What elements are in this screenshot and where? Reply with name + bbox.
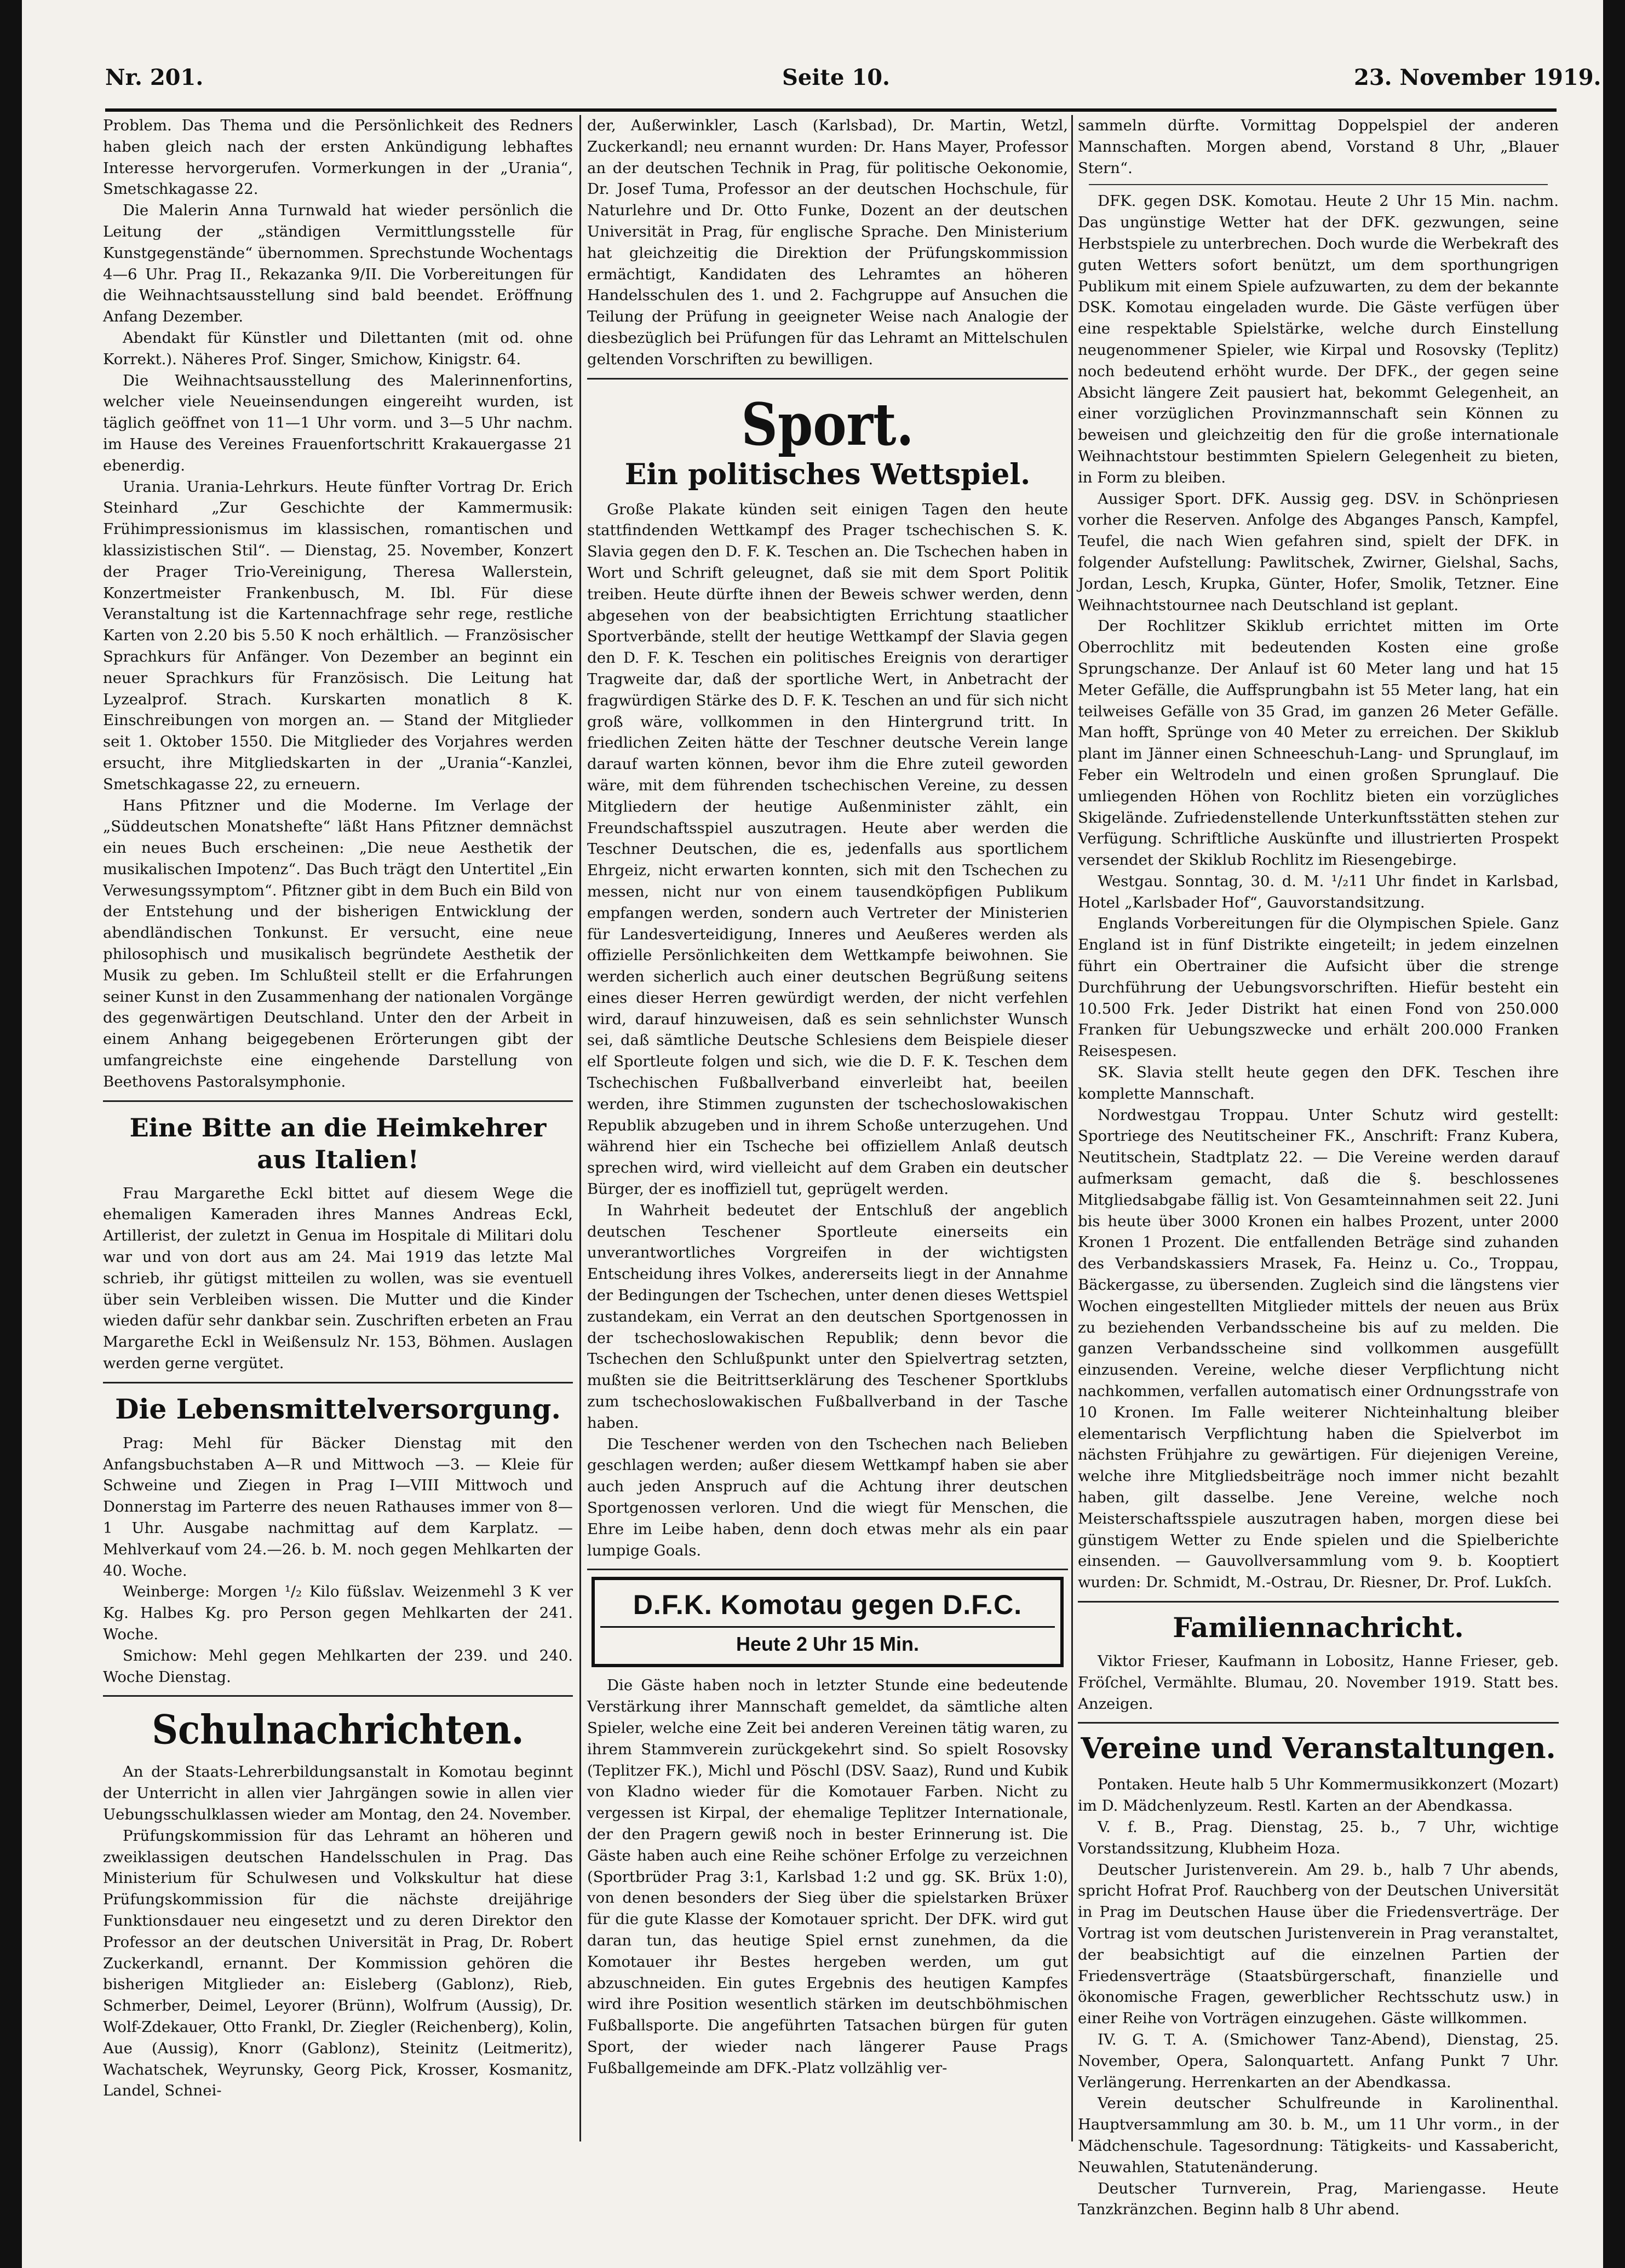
match-announcement-box [592,1577,1064,1667]
article-paragraph: der, Außerwinkler, Lasch (Karlsbad), Dr. Martin, Wetzl, Zuckerkandl; neu ernannt wurden: Dr. Hans Mayer, Professor an der deutschen Technik in Prag, für politische Oekonomie, Dr. Josef Tuma, Professor an der deutschen Hochschule, für Naturlehre und Dr. Otto Funke, Dozent an der deutschen Universität in Prag, für englische Sprache. Den Ministerium hat gleichzeitig die Direktion der Prüfungskommission ermächtigt, Kandidaten des Lehramtes an höheren Handelsschulen des 1. und 2. Fachgruppe auf Ansuchen die Teilung der Prüfung in geeigneter Weise nach Analogie der diesbezüglich bei Prüfungen für das Lehramt an Mittelschulen geltenden Vorschriften zu bewilligen. [587,117,1068,368]
article-paragraph: DFK. gegen DSK. Komotau. Heute 2 Uhr 15 Min. nachm. Das ungünstige Wetter hat der DFK. gezwungen, seine Herbstspiele zu unterbrechen. Doch wurde die Werbekraft des guten Wetters sofort benützt, um dem sporthungrigen Publikum mit einem Spiele aufzuwarten, zu dem der bekannte DSK. Komotau eingeladen wurde. Die Gäste verfügen über eine respektable Spielstärke, welche durch Einstellung neugenommener Spieler, wie Kirpal und Rosovsky (Teplitz) noch bedeutend erhöht wurde. Der DFK., der gegen seine Absicht längere Zeit pausiert hat, bekommt Gelegenheit, an einer vorzüglichen Provinzmannschaft sein Können zu beweisen und gleichzeitig den für die große internationale Weihnachtstour bestimmten Spielern Gelegenheit zu bieten, in Form zu bleiben. [1078,192,1559,486]
section-divider [103,1100,573,1102]
section-heading-schulnachrichten: Schulnachrichten. [152,1706,524,1754]
article-paragraph: Englands Vorbereitungen für die Olympischen Spiele. Ganz England ist in fünf Distrikte eingeteilt; in jedem einzelnen führt ein Obertrainer die Aufsicht über die strenge Durchführung der Uebungsvorschriften. Hiefür besteht ein 10.500 Frk. Jeder Distrikt hat einen Fond von 250.000 Franken für Uebungszwecke und erhält 200.000 Franken Reisespesen. [1078,915,1559,1060]
section-heading-lebensmittel: Die Lebensmittelversorgung. [115,1392,561,1425]
article-paragraph: Weinberge: Morgen ¹/₂ Kilo füßslav. Weizenmehl 3 K ver Kg. Halbes Kg. pro Person gegen Mehlkarten der 241. Woche. [103,1583,573,1643]
section-divider [103,1695,573,1697]
article-paragraph: Die Teschener werden von den Tschechen nach Belieben geschlagen werden; außer diesem Wettkampf haben sie aber auch jeden Anspruch auf die Achtung ihrer deutschen Sportgenossen verloren. Und die wiegt für Menschen, die Ehre im Leibe haben, denn doch etwas mehr als ein paar lumpige Goals. [587,1435,1068,1559]
section-heading-bitte: Eine Bitte an die Heimkehrer aus Italien! [129,1112,547,1174]
article-paragraph: Hans Pfitzner und die Moderne. Im Verlage der „Süddeutschen Monatshefte“ läßt Hans Pfitzner demnächst ein neues Buch erscheinen: „Die neue Aesthetik der musikalischen Impotenz“. Das Buch trägt den Untertitel „Ein Verwesungssymptom“. Pfitzner gibt in dem Buch ein Bild von der Entstehung und der bisherigen Entwicklung der abendländischen Tonkunst. Er versucht, eine neue philosophisch und musikalisch begründete Aesthetik der Musik zu geben. Im Schlußteil stellt er die Erfahrungen seiner Kunst in den Zusammenhang der nationalen Vorgänge des gegenwärtigen Deutschland. Unter den der Arbeit in einem Anhang beigegebenen Erörterungen gibt der umfangreichste eine eingehende Darstellung von Beethovens Pastoralsymphonie. [103,796,573,1090]
issue-number: Nr. 201. [105,65,204,90]
article-paragraph: Die Malerin Anna Turnwald hat wieder persönlich die Leitung der „ständigen Vermittlungsstelle für Kunstgegenstände“ übernommen. Sprechstunde Wochentags 4—6 Uhr. Prag II., Rekazanka 9/II. Die Vorbereitungen für die Weihnachtsausstellung sind bald beendet. Eröffnung Anfang Dezember. [103,202,573,326]
page-number: Seite 10. [782,65,890,90]
column-divider [579,115,581,2141]
section-heading-sport: Sport. [741,390,914,458]
section-divider [587,1569,1068,1570]
article-paragraph: Nordwestgau Troppau. Unter Schutz wird gestellt: Sportriege des Neutitscheiner FK., Anschrift: Franz Kubera, Neutitschein, Stadtplatz 22. — Die Vereine werden darauf aufmerksam gemacht, daß die §. beschlossenes Mitgliedsabgabe fällig ist. Von Gesamteinnahmen seit 22. Juni bis heute über 3000 Kronen ein halbes Prozent, unter 2000 Kronen 1 Prozent. Die entfallenden Beträge sind zuhanden des Verbandskassiers Mrasek, Fa. Heinz u. Co., Troppau, Bäckergasse, zu übersenden. Zugleich sind die längstens vier Wochen eingestellten Mitglieder mittels der neuen aus Brüx zu beziehenden Verbandsscheine bis auf zu melden. Die ganzen Verbandsscheine sind vollkommen ausgefüllt einzusenden. Vereine, welche dieser Verpflichtung nicht nachkommen, verfallen automatisch einer Ordnungsstrafe von 10 Kronen. Im Falle weiterer Nichteinhaltung bleiber elementarisch Verpflichtung haben die Spielverbot im nächsten Frühjahre zu gewärtigen. Für diejenigen Vereine, welche ihre Mitgliedsbeiträge noch immer nicht bezahlt haben, gilt dasselbe. Jene Vereine, welche noch Meisterschaftsspiele auszutragen haben, morgen diese bei günstigem Wetter zu Ende spielen und die Spielberichte einsenden. — Gauvollversammlung vom 9. b. Kooptiert wurden: Dr. Schmidt, M.-Ostrau, Dr. Riesner, Dr. Prof. Lukſch. [1078,1106,1559,1592]
article-paragraph: Urania. Urania-Lehrkurs. Heute fünfter Vortrag Dr. Erich Steinhard „Zur Geschichte der Kammermusik: Frühimpressionismus im klassischen, romantischen und klassizistischen Stil“. — Dienstag, 25. November, Konzert der Prager Trio-Vereinigung, Theresa Wallerstein, Konzertmeister Frankenbusch, M. Ibl. Für diese Veranstaltung ist die Kartennachfrage sehr rege, restliche Karten von 2.20 bis 5.50 K noch erhältlich. — Französischer Sprachkurs für Anfänger. Von Dezember an beginnt ein neuer Sprachkurs für Französisch. Die Leitung hat Lyzealprof. Strach. Kurskarten monatlich 8 K. Einschreibungen von morgen an. — Stand der Mitglieder seit 1. Oktober 1550. Die Mitglieder des Vorjahres werden ersucht, ihre Mitgliedskarten in der „Urania“-Kanzlei, Smetschkagasse 22, zu erneuern. [103,478,573,793]
section-divider [1078,1601,1559,1603]
section-heading-familiennachricht: Familiennachricht. [1173,1611,1464,1644]
article-paragraph: SK. Slavia stellt heute gegen den DFK. Teschen ihre komplette Mannschaft. [1078,1064,1559,1103]
column-divider [1071,115,1073,2141]
column-middle [587,115,1068,2196]
article-heading-wettspiel: Ein politisches Wettspiel. [624,457,1031,491]
column-left [103,115,573,2196]
column-right [1078,115,1559,2219]
article-paragraph: Pontaken. Heute halb 5 Uhr Kommermusikkonzert (Mozart) im D. Mädchenlyzeum. Restl. Karten an der Abendkassa. [1078,1776,1559,1815]
section-divider [1078,1722,1559,1724]
article-paragraph: Deutscher Turnverein, Prag, Mariengasse. Heute Tanzkränzchen. Beginn halb 8 Uhr abend. [1078,2179,1559,2219]
article-paragraph: In Wahrheit bedeutet der Entschluß der angeblich deutschen Teschener Sportleute einerseits ein unverantwortliches Vorgreifen in der wichtigsten Entscheidung ihres Volkes, andererseits liegt in der Annahme der Bedingungen der Tschechen, unter denen dieses Wettspiel zustandekam, ein Verrat an den deutschen Sportgenossen in der tschechoslowakischen Republik; denn bevor die Tschechen den Schlußpunkt unter den Spielvertrag setzten, mußten sie die Beitrittserklärung des Teschener Sportklubs zum tschechoslowakischen Fußballverband in der Tasche haben. [587,1201,1068,1432]
section-divider [103,1382,573,1383]
article-paragraph: Aussiger Sport. DFK. Aussig geg. DSV. in Schönpriesen vorher die Reserven. Anfolge des Abganges Pansch, Kampfel, Teufel, die nach Wien gefahren sind, spielt der DFK. in folgender Aufstellung: Pawlitschek, Zwirner, Gielshal, Sachs, Jordan, Lesch, Krupka, Günter, Hofer, Smolik, Tetzner. Eine Weihnachtstournee nach Deutschland ist geplant. [1078,490,1559,614]
article-paragraph: Abendakt für Künstler und Dilettanten (mit od. ohne Korrekt.). Näheres Prof. Singer, Smichow, Kinigstr. 64. [103,329,573,368]
article-paragraph: Der Rochlitzer Skiklub errichtet mitten im Orte Oberrochlitz mit bedeutenden Kosten eine große Sprungschanze. Der Anlauf ist 60 Meter lang und hat 15 Meter Gefälle, die Auffsprungbahn ist 55 Meter lang, hat ein teilweises Gefälle von 35 Grad, im ganzen 26 Meter Gefälle. Man hofft, Sprünge von 40 Meter zu erreichen. Der Skiklub plant im Jänner einen Schneeschuh-Lang- und Sprunglauf, im Feber ein Weltrodeln und einen großen Sprunglauf. Die umliegenden Höhen von Rochlitz bieten ein vorzügliches Skigelände. Zufriedenstellende Unterkunftsstätten stehen zur Verfügung. Schriftliche Auskünfte und illustrierten Prospekt versendet der Skiklub Rochlitz im Riesengebirge. [1078,617,1559,869]
article-paragraph: Die Weihnachtsausstellung des Malerinnenfortins, welcher viele Neueinsendungen eingereiht wurden, ist täglich geöffnet von 11—1 Uhr vorm. und 3—5 Uhr nachm. im Hause des Vereines Frauenfortschritt Krakauergasse 21 ebenerdig. [103,371,573,474]
article-paragraph: Deutscher Juristenverein. Am 29. b., halb 7 Uhr abends, spricht Hofrat Prof. Rauchberg von der Deutschen Universität in Prag im Deutschen Hause über die Friedensverträge. Der Vortrag ist vom deutschen Juristenverein in Prag veranstaltet, der beabsichtigt auf die einzelnen Partien der Friedensverträge (Staatsbürgerschaft, finanzielle und ökonomische Fragen, gewerblicher Rechtsschutz usw.) in einer Reihe von Vorträgen einzugehen. Gäste willkommen. [1078,1861,1559,2028]
article-paragraph: sammeln dürfte. Vormittag Doppelspiel der anderen Mannschaften. Morgen abend, Vorstand 8 Uhr, „Blauer Stern“. [1078,117,1559,177]
article-paragraph: Viktor Frieser, Kaufmann in Lobositz, Hanne Frieser, geb. Fröſchel, Vermählte. Blumau, 20. November 1919. Statt bes. Anzeigen. [1078,1652,1559,1713]
article-paragraph: Frau Margarethe Eckl bittet auf diesem Wege die ehemaligen Kameraden ihres Mannes Andreas Eckl, Artillerist, der zuletzt in Genua im Hospitale di Militari dolu war und von dort aus am 24. Mai 1919 das letzte Mal schrieb, ihr gütigst mitteilen zu wollen, was sie eventuell über sein Verbleiben wissen. Die Mutter und die Kinder wieden dafür sehr dankbar sein. Zuschriften erbeten an Frau Margarethe Eckl in Weißensulz Nr. 153, Böhmen. Auslagen werden gerne vergütet. [103,1184,573,1373]
article-paragraph: Prag: Mehl für Bäcker Dienstag mit den Anfangsbuchstaben A—R und Mittwoch —3. — Kleie für Schweine und Ziegen in Prag I—VIII Mittwoch und Donnerstag im Parterre des neuen Rathauses immer von 8—1 Uhr. Ausgabe nachmittag auf dem Karplatz. — Mehlverkauf vom 24.—26. b. M. noch gegen Mehlkarten der 40. Woche. [103,1434,573,1580]
section-heading-vereine: Vereine und Veranstaltungen. [1081,1732,1556,1766]
article-paragraph: An der Staats-Lehrerbildungsanstalt in Komotau beginnt der Unterricht in allen vier Jahrgängen sowie in allen vier Uebungsschulklassen wieder am Montag, den 24. November. [103,1763,573,1823]
article-paragraph: Verein deutscher Schulfreunde in Karolinenthal. Hauptversammlung am 30. b. M., um 11 Uhr vorm., in der Mädchenschule. Tagesordnung: Tätigkeits- und Kassabericht, Neuwahlen, Statutenänderung. [1078,2094,1559,2176]
article-paragraph: V. f. B., Prag. Dienstag, 25. b., 7 Uhr, wichtige Vorstandssitzung, Klubheim Hoza. [1078,1818,1559,1857]
match-time: Heute 2 Uhr 15 Min. [600,1626,1055,1657]
header-rule [105,108,1557,112]
article-paragraph: Westgau. Sonntag, 30. d. M. ¹/₂11 Uhr findet in Karlsbad, Hotel „Karlsbader Hof“, Gauvorstandsitzung. [1078,872,1559,911]
article-paragraph: Prüfungskommission für das Lehramt an höheren und zweiklassigen deutschen Handelsschulen in Prag. Das Ministerium für Schulwesen und Volkskultur hat diese Prüfungskommission für die nächste dreijährige Funktionsdauer neu eingesetzt und zu deren Direktor den Professor an der deutschen Universität in Prag, Dr. Robert Zuckerkandl, ernannt. Der Kommission gehören die bisherigen Mitglieder an: Eisleberg (Gablonz), Rieb, Schmerber, Deimel, Leyorer (Brünn), Wolfrum (Aussig), Dr. Wolf-Zdekauer, Otto Frankl, Dr. Ziegler (Reichenberg), Kolin, Aue (Aussig), Knorr (Gablonz), Steinitz (Leitmeritz), Wachatschek, Weyrunsky, Georg Pick, Krosser, Kosmanitz, Landel, Schnei- [103,1827,573,2100]
article-paragraph: Große Plakate künden seit einigen Tagen den heute stattfindenden Wettkampf des Prager tschechischen S. K. Slavia gegen den D. F. K. Teschen an. Die Tschechen haben in Wort und Schrift geleugnet, daß sie mit dem Sport Politik treiben. Heute dürfte ihnen der Beweis schwer werden, denn abgesehen von der beabsichtigten Errichtung staatlicher Sportverbände, stellt der heutige Wettkampf der Slavia gegen den D. F. K. Teschen ein politisches Ereignis von derartiger Tragweite dar, daß der sportliche Wert, in Anbetracht der fragwürdigen Stärke des D. F. K. Teschen an und für sich nicht groß wäre, vollkommen in den Hintergrund tritt. In friedlichen Zeiten hätte der Teschner deutsche Verein lange darauf warten können, bevor ihm die Ehre zuteil geworden wäre, mit dem führenden tschechischen Vereine, zu dessen Mitgliedern der heutige Außenminister zählt, ein Freundschaftsspiel auszutragen. Heute aber werden die Teschner Deutschen, die es, jedenfalls aus sportlichem Ehrgeiz, nicht erwarten konnten, sich mit den Tschechen zu messen, nicht nur von einem tausendköpfigen Publikum empfangen werden, sondern auch Vertreter der Ministerien für Landesverteidigung, Inneres und Aeußeres werden als offizielle Persönlichkeiten dem Wettkampfe beiwohnen. Sie werden sicherlich auch einer deutschen Begrüßung seitens eines dieser Herren gewürdigt werden, der nicht verfehlen wird, darauf hinzuweisen, daß es sein sehnlichster Wunsch sei, daß sämtliche Deutsche Schlesiens dem Beispiele dieser elf Sportleute folgen und sich, wie die D. F. K. Teschen dem Tschechischen Fußballverband einverleibt hat, beeilen werden, ihre Stimmen zugunsten der tschechoslowakischen Republik abzugeben und in ihrem Schoße unterzugehen. Und während hier ein Tscheche bei offiziellem Anlaß deutsch sprechen wird, wird vielleicht auf dem Graben ein deutscher Bürger, der es inoffiziell tut, geprügelt werden. [587,500,1068,1198]
section-divider [587,378,1068,380]
article-paragraph: Problem. Das Thema und die Persönlichkeit des Redners haben gleich nach der ersten Ankündigung lebhaftes Interesse hervorgerufen. Vormerkungen in der „Urania“, Smetschkagasse 22. [103,117,573,198]
newspaper-page [22,0,1603,2268]
section-divider [1089,184,1548,185]
article-paragraph: Die Gäste haben noch in letzter Stunde eine bedeutende Verstärkung ihrer Mannschaft gemeldet, da sämtliche alten Spieler, welche eine Zeit bei anderen Vereinen tätig waren, zu ihrem Stammverein zurückgekehrt sind. So spielt Rosovsky (Teplitzer FK.), Michl und Pöschl (DSV. Saaz), Rund und Kubik von Kladno wieder für die Komotauer Farben. Nicht zu vergessen ist Kirpal, der ehemalige Teplitzer Internationale, der den Pragern gewiß noch in bester Erinnerung ist. Die Gäste haben auch eine Reihe schöner Erfolge zu verzeichnen (Sportbrüder Prag 3:1, Karlsbad 1:2 und gg. SK. Brüx 1:0), von denen besonders der Sieg über die spielstarken Brüxer für die gute Klasse der Komotauer spricht. Der DFK. wird gut daran tun, das heutige Spiel ernst zunehmen, da die Komotauer ihr Bestes hergeben werden, um gut abzuschneiden. Ein gutes Ergebnis des heutigen Kampfes wird ihre Position wesentlich stärken im deutschböhmischen Fußballsporte. Die angeführten Tatsachen bürgen für guten Sport, der wieder nach längerer Pause Prags Fußballgemeinde am DFK.-Platz vollzählig ver- [587,1676,1068,2077]
issue-date: 23. November 1919. [1354,65,1601,90]
match-title: D.F.K. Komotau gegen D.F.C. [633,1589,1023,1621]
article-paragraph: Smichow: Mehl gegen Mehlkarten der 239. und 240. Woche Dienstag. [103,1646,573,1686]
article-paragraph: IV. G. T. A. (Smichower Tanz-Abend), Dienstag, 25. November, Opera, Salonquartett. Anfang Punkt 7 Uhr. Verlängerung. Herrenkarten an der Abendkassa. [1078,2030,1559,2091]
